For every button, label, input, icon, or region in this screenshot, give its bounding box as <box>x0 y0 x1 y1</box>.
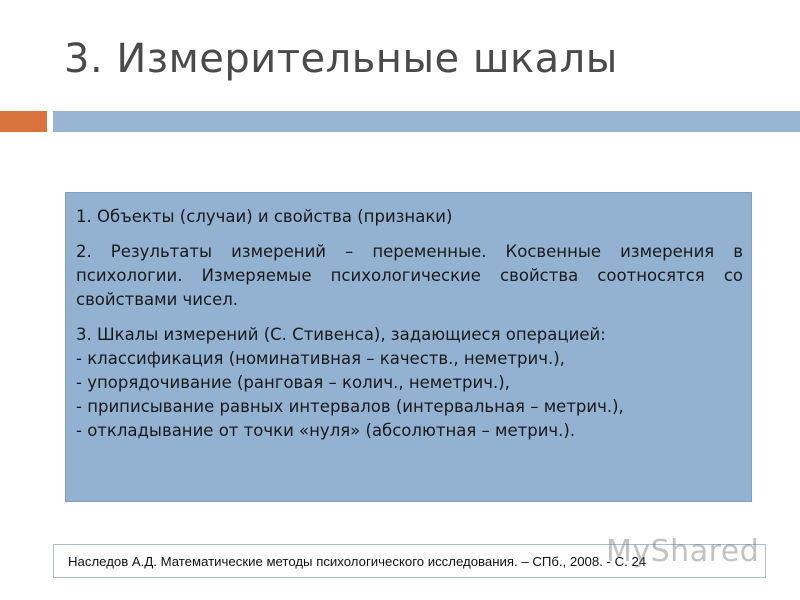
scale-item-ratio: - откладывание от точки «нуля» (абсолютная – метрич.). <box>76 421 576 440</box>
accent-bar-blue <box>53 111 800 132</box>
watermark-logo: MyShared <box>606 534 760 569</box>
reference-box: Наследов А.Д. Математические методы психологического исследования. – СПб., 2008. - С. 24 <box>53 544 766 578</box>
slide-title: 3. Измерительные шкалы <box>64 36 618 82</box>
paragraph-scales <box>76 323 743 443</box>
paragraph-results: 2. Результаты измерений – переменные. Косвенные измерения в психологии. Измеряемые психологические свойства соотносятся со свойствами чисел. <box>76 242 743 309</box>
accent-bar-orange <box>0 111 47 132</box>
scale-item-nominal: - классификация (номинативная – качеств., неметрич.), <box>76 349 565 368</box>
content-box <box>65 192 752 502</box>
scale-item-ordinal: - упорядочивание (ранговая – колич., неметрич.), <box>76 373 510 392</box>
scale-item-interval: - приписывание равных интервалов (интервальная – метрич.), <box>76 397 624 416</box>
scales-heading: 3. Шкалы измерений (С. Стивенса), задающиеся операцией: <box>76 325 606 344</box>
paragraph-objects: 1. Объекты (случаи) и свойства (признаки) <box>76 207 453 226</box>
